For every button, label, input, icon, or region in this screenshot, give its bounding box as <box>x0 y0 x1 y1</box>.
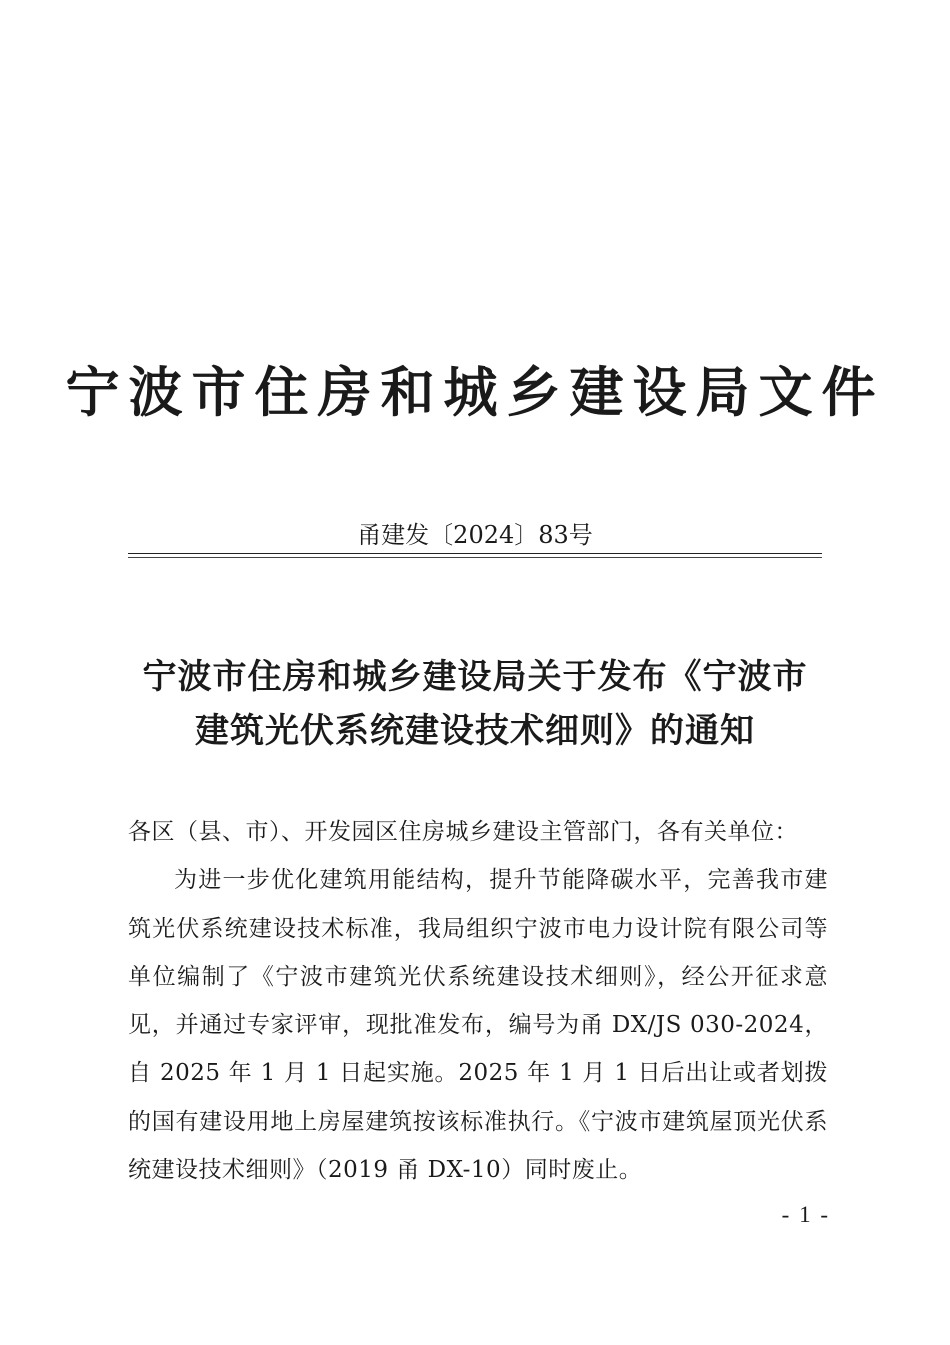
page-number: - 1 - <box>781 1202 830 1227</box>
header-divider-secondary <box>128 557 822 558</box>
document-number: 甬建发〔2024〕83号 <box>357 521 593 549</box>
notice-title <box>118 650 832 758</box>
notice-title-line-2: 建筑光伏系统建设技术细则》的通知 <box>195 711 755 751</box>
notice-title-line-1: 宁波市住房和城乡建设局关于发布《宁波市 <box>142 657 808 697</box>
salutation: 各区（县、市）、开发园区住房城乡建设主管部门，各有关单位： <box>128 819 798 845</box>
notice-body <box>128 808 828 1194</box>
issuer-header: 宁波市住房和城乡建设局文件 <box>65 360 885 424</box>
body-paragraph: 为进一步优化建筑用能结构，提升节能降碳水平，完善我市建筑光伏系统建设技术标准，我局组织宁波市电力设计院有限公司等单位编制了《宁波市建筑光伏系统建设技术细则》，经公开征求意见，并通过专家评审，现批准发布，编号为甬 DX/JS 030-2024，自 2025 年 1 月 1 日起实施。2025 年 1 月 1 日后出让或者划拨的国有建设用地上房屋建筑按该标准执行。《宁波市建筑屋顶光伏系统建设技术细则》（2019 甬 DX-10）同时废止。 <box>128 867 828 1184</box>
header-divider <box>128 553 822 554</box>
